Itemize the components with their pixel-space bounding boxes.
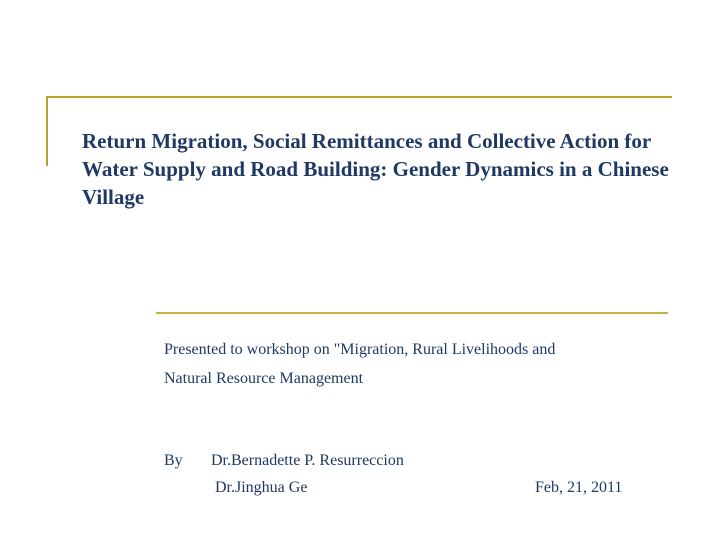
presentation-date: Feb, 21, 2011	[535, 479, 623, 496]
author-name-2: Dr.Jinghua Ge	[215, 479, 308, 496]
left-accent-rule	[46, 96, 48, 166]
author-name-1: Dr.Bernadette P. Resurreccion	[211, 452, 404, 469]
divider-rule	[156, 312, 668, 314]
subtitle-line-1: Presented to workshop on "Migration, Rural Livelihoods and	[164, 341, 556, 358]
slide-title: Return Migration, Social Remittances and Collective Action for Water Supply and Road Building: Gender Dynamics in a Chinese Village	[82, 129, 669, 209]
top-accent-rule	[47, 96, 672, 98]
by-label: By	[164, 452, 183, 469]
subtitle-line-2: Natural Resource Management	[164, 370, 364, 387]
